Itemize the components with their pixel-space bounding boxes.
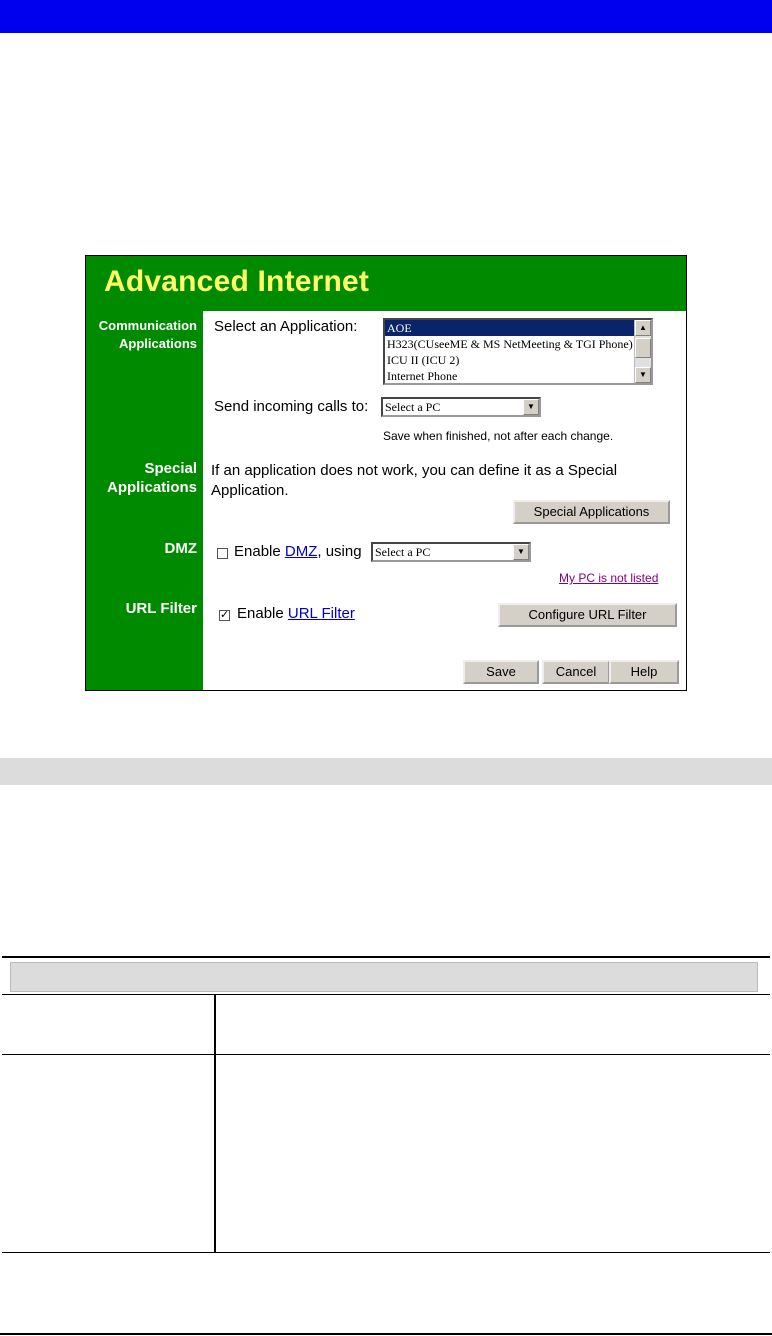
send-calls-to-select-value: Select a PC [385,400,441,414]
dmz-pc-select-value: Select a PC [375,545,431,559]
page-bottom-rule [0,1333,772,1335]
cancel-button[interactable]: Cancel [542,660,610,684]
table-top-rule [2,956,770,958]
page-title: Advanced Internet [104,265,370,298]
table-header-row [10,962,758,992]
send-incoming-calls-label: Send incoming calls to: [214,398,369,415]
application-option[interactable]: AOE [385,320,651,336]
scroll-thumb[interactable] [635,338,651,358]
table-row-divider [2,1054,770,1055]
panel-sidebar [86,311,203,690]
special-description-line2: Application. [211,482,289,499]
communication-label-line2: Applications [118,336,197,351]
help-button[interactable]: Help [609,660,679,684]
table-column-divider [214,994,216,1252]
url-filter-link[interactable]: URL Filter [287,605,355,622]
save-note: Save when finished, not after each change. [383,429,614,443]
application-listbox[interactable] [383,318,653,385]
advanced-internet-panel [85,255,687,691]
send-calls-to-select[interactable] [381,397,541,417]
configure-url-filter-button[interactable]: Configure URL Filter [498,603,677,627]
dmz-link[interactable]: DMZ [284,543,318,560]
application-option[interactable]: H323(CUseeME & MS NetMeeting & TGI Phone) [387,337,633,351]
select-application-label: Select an Application: [214,318,358,335]
my-pc-not-listed-anchor[interactable]: My PC is not listed [559,571,659,585]
special-description-line1: If an application does not work, you can define it as a Special [211,462,618,479]
enable-url-filter-prefix: Enable [237,605,288,622]
dmz-label: DMZ [164,540,197,557]
listbox-scrollbar[interactable] [634,320,651,383]
panel-header [86,256,686,311]
scroll-up-arrow-icon[interactable]: ▲ [635,320,651,336]
table-row-divider [2,994,770,995]
table-bottom-rule [2,1252,770,1253]
enable-dmz-prefix: Enable [234,543,285,560]
special-applications-label [107,459,197,497]
communication-applications-label [99,317,197,353]
application-option[interactable]: Internet Phone [387,369,458,383]
application-option[interactable]: ICU II (ICU 2) [387,353,460,367]
url-filter-label: URL Filter [125,600,197,617]
dropdown-arrow-icon[interactable]: ▼ [513,544,529,560]
save-button[interactable]: Save [463,660,539,684]
top-header-bar [0,0,772,33]
scroll-down-arrow-icon[interactable]: ▼ [635,367,651,383]
dmz-pc-select[interactable] [371,542,531,562]
enable-dmz-text [234,543,362,560]
enable-dmz-checkbox[interactable] [217,548,228,559]
communication-label-line1: Communication [98,318,197,333]
enable-url-filter-text [237,605,355,622]
special-applications-description [211,461,617,501]
section-heading-bar [0,758,772,785]
special-label-line2: Applications [106,479,197,496]
special-applications-button[interactable]: Special Applications [513,500,670,524]
enable-url-filter-checkbox[interactable]: ✓ [220,609,230,621]
dmz-using-text: , using [317,543,362,560]
special-label-line1: Special [144,460,197,477]
my-pc-not-listed-link[interactable] [559,571,658,585]
panel-content [203,311,686,690]
dropdown-arrow-icon[interactable]: ▼ [523,399,539,415]
